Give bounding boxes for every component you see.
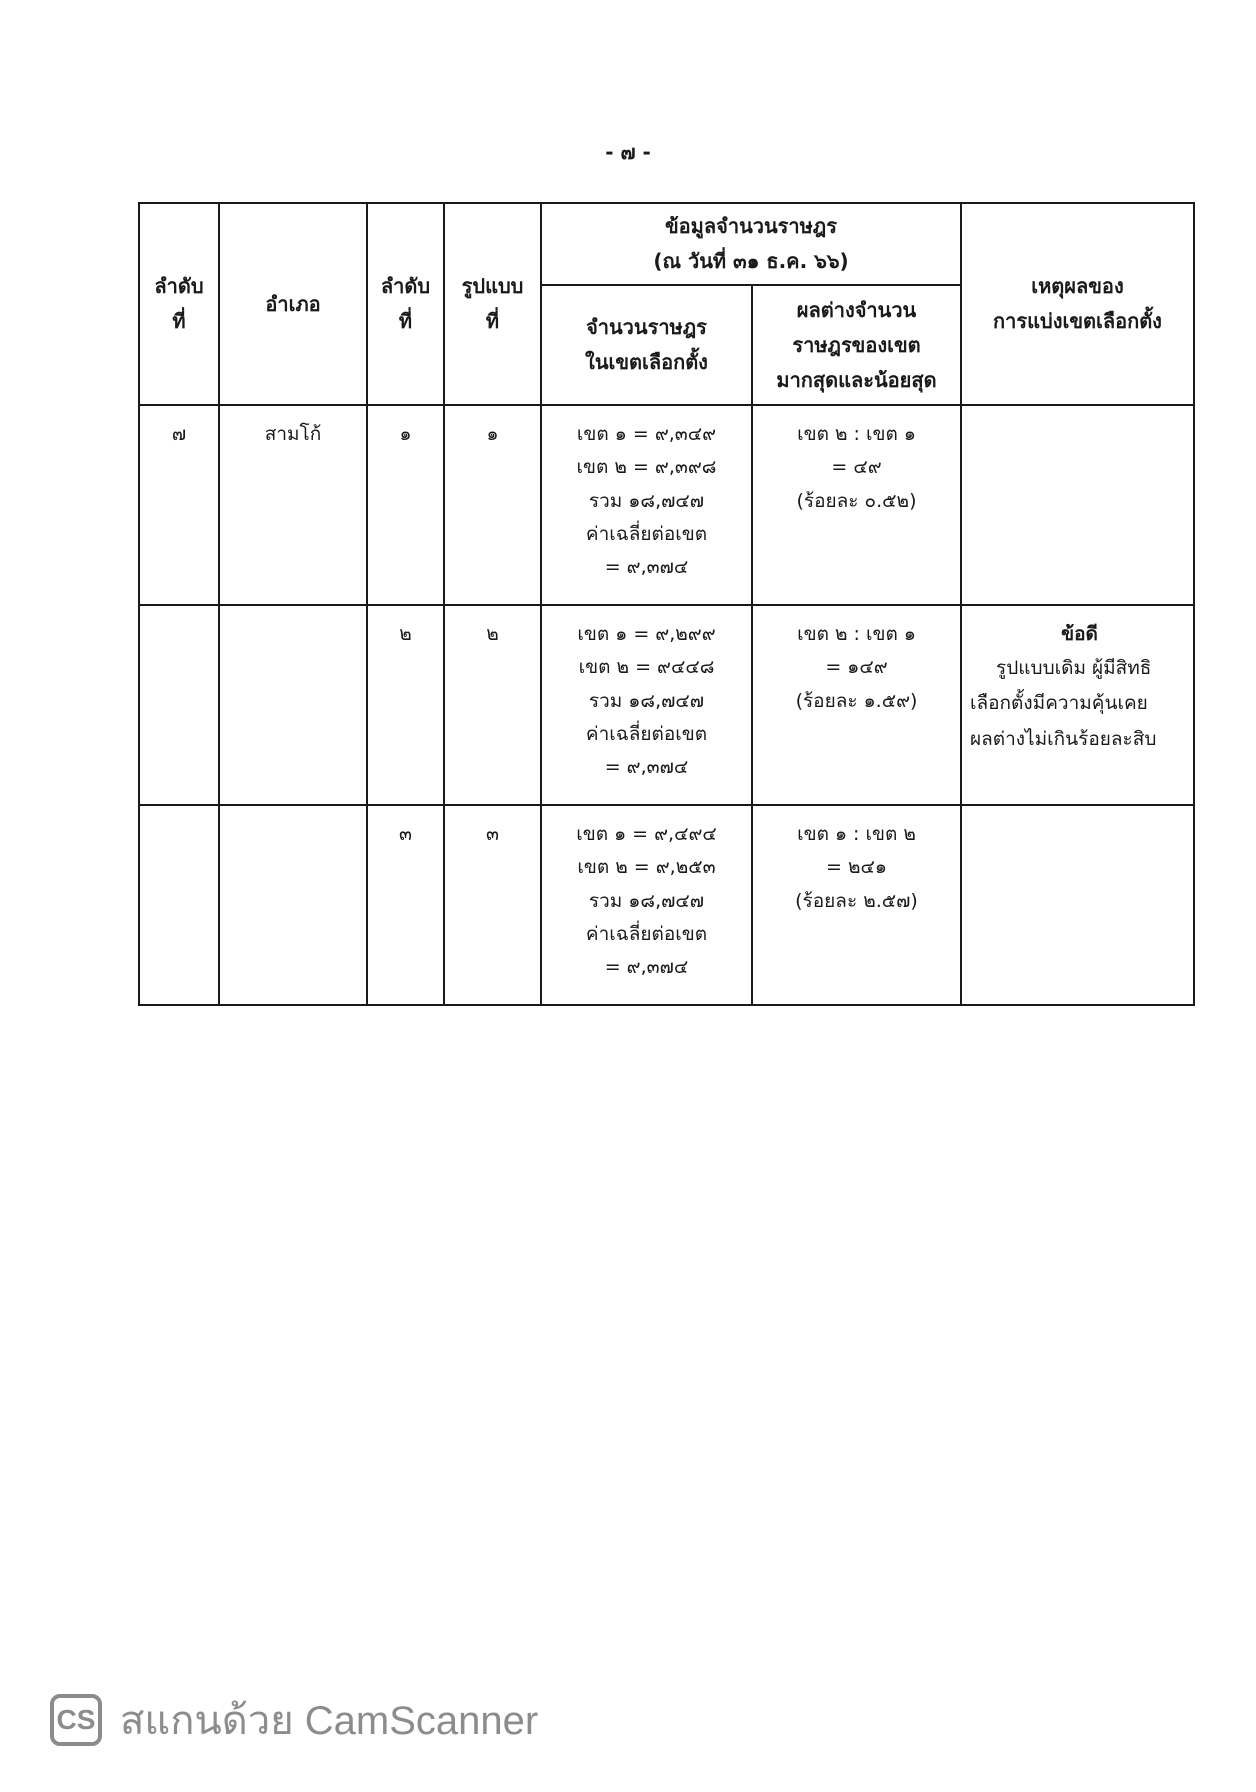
difference-line: (ร้อยละ ๐.๕๒): [796, 489, 917, 512]
header-population-in-district: จำนวนราษฎร ในเขตเลือกตั้ง: [541, 285, 752, 405]
reason-line: เลือกตั้งมีความคุ้นเคย: [970, 692, 1148, 715]
camscanner-text: สแกนด้วย CamScanner: [120, 1699, 539, 1743]
camscanner-watermark: [50, 1692, 538, 1748]
reason-line: ผลต่างไม่เกินร้อยละสิบ: [970, 727, 1157, 750]
population-line: เขต ๒ = ๙,๒๕๓: [577, 856, 716, 879]
difference-line: เขต ๒ : เขต ๑: [797, 623, 916, 645]
difference-line: (ร้อยละ ๒.๕๗): [795, 889, 918, 912]
table-row: [139, 805, 1194, 1005]
difference-line: เขต ๒ : เขต ๑: [797, 423, 916, 445]
table-row: [139, 605, 1194, 805]
cell-population: [541, 805, 752, 1005]
population-line: รวม ๑๘,๗๔๗: [588, 889, 705, 912]
cell-reason: [961, 605, 1194, 805]
difference-line: = ๑๔๙: [825, 656, 888, 679]
population-line: รวม ๑๘,๗๔๗: [588, 689, 705, 712]
cell-order-no: [139, 805, 219, 1005]
population-line: เขต ๒ = ๙๔๔๘: [578, 656, 715, 679]
population-line: ค่าเฉลี่ยต่อเขต: [585, 722, 708, 745]
cell-order-no: ๗: [139, 405, 219, 605]
difference-line: (ร้อยละ ๑.๕๙): [795, 689, 918, 712]
cell-reason: [961, 805, 1194, 1005]
cell-sub-order-no: ๓: [367, 805, 444, 1005]
population-line: เขต ๑ = ๙,๒๙๙: [577, 623, 716, 645]
population-line: = ๙,๓๗๔: [604, 556, 689, 578]
cell-population: [541, 405, 752, 605]
header-population-group: ข้อมูลจำนวนราษฎร (ณ วันที่ ๓๑ ธ.ค. ๖๖): [541, 203, 961, 285]
header-pattern-no: รูปแบบ ที่: [444, 203, 541, 405]
header-order-no: ลำดับ ที่: [139, 203, 219, 405]
header-reason: เหตุผลของ การแบ่งเขตเลือกตั้ง: [961, 203, 1194, 405]
population-line: เขต ๑ = ๙,๓๔๙: [576, 423, 717, 445]
cell-population: [541, 605, 752, 805]
cell-district: [219, 805, 367, 1005]
page-number: - ๗ -: [605, 140, 651, 164]
cell-difference: [752, 805, 961, 1005]
difference-line: เขต ๑ : เขต ๒: [797, 823, 916, 845]
cell-sub-order-no: ๑: [367, 405, 444, 605]
camscanner-logo-icon: CS: [50, 1694, 102, 1746]
cell-difference: [752, 605, 961, 805]
cell-difference: [752, 405, 961, 605]
header-district: อำเภอ: [219, 203, 367, 405]
population-line: = ๙,๓๗๔: [604, 956, 689, 978]
difference-line: = ๒๔๑: [826, 856, 887, 879]
population-line: เขต ๒ = ๙,๓๙๘: [576, 456, 717, 479]
reason-line: รูปแบบเดิม ผู้มีสิทธิ: [996, 657, 1152, 680]
header-population-difference: ผลต่างจำนวน ราษฎรของเขต มากสุดและน้อยสุด: [752, 285, 961, 405]
header-sub-order-no: ลำดับ ที่: [367, 203, 444, 405]
cell-reason: [961, 405, 1194, 605]
cell-district: สามโก้: [219, 405, 367, 605]
population-line: เขต ๑ = ๙,๔๙๔: [576, 823, 717, 845]
difference-line: = ๔๙: [831, 456, 882, 479]
reason-heading: ข้อดี: [1061, 623, 1098, 645]
table-row: [139, 405, 1194, 605]
cell-pattern-no: ๓: [444, 805, 541, 1005]
cell-pattern-no: ๑: [444, 405, 541, 605]
population-line: ค่าเฉลี่ยต่อเขต: [585, 922, 708, 945]
districting-table: [138, 202, 1195, 1006]
cell-district: [219, 605, 367, 805]
cell-pattern-no: ๒: [444, 605, 541, 805]
population-line: รวม ๑๘,๗๔๗: [588, 489, 705, 512]
population-line: = ๙,๓๗๔: [604, 756, 689, 778]
cell-sub-order-no: ๒: [367, 605, 444, 805]
cell-order-no: [139, 605, 219, 805]
population-line: ค่าเฉลี่ยต่อเขต: [585, 522, 708, 545]
